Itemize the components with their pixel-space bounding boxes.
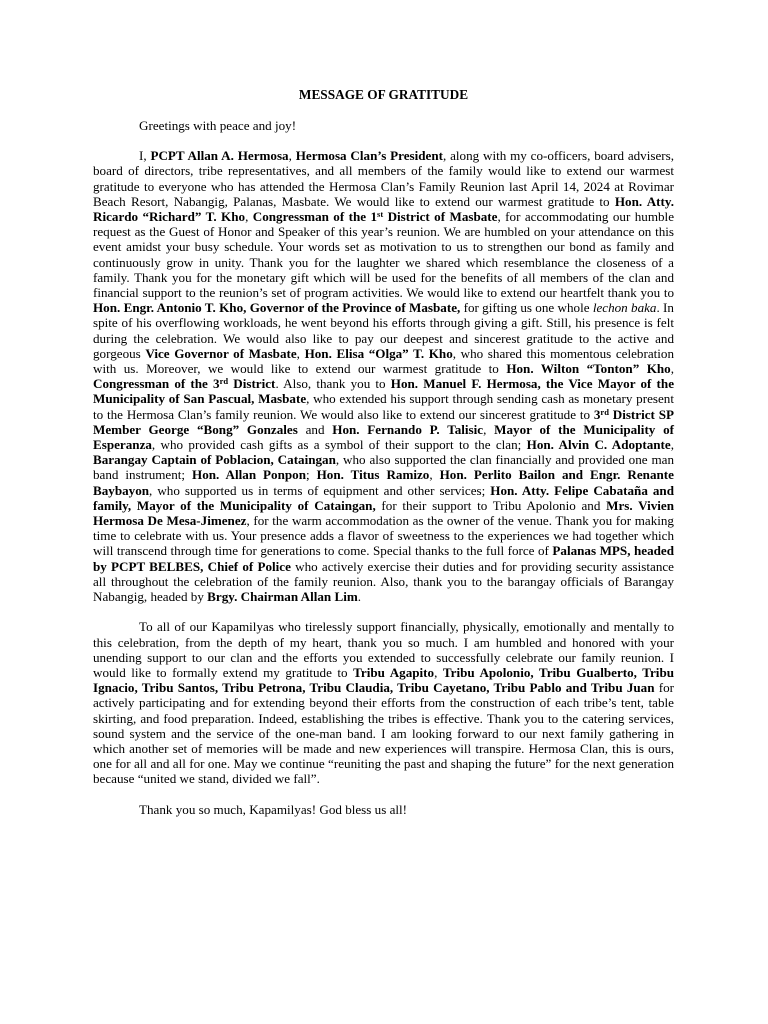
text-run: , [429,467,440,483]
text-run: 3 [593,406,601,422]
text-run: , along with my co-officers, board advisers, board of directors, tribe representatives, and all members of the family would like to extend our warmest gratitude to everyone who has attended the Hermosa Clan’s Family Reunion last April 14, 2024 at Rovimar Beach Resort, Nabangig, Palanas, Masbate. We would like to extend our warmest gratitude to [93,148,674,209]
text-run: Congressman of the 3 [93,376,220,392]
text-run: , for accommodating our humble request as the Guest of Honor and Speaker of this year’s reunion. We are humbled on your attendance on this event amidst your busy schedule. Your words set as motivation to us to strengthen our bond as family and continuously grow in unity. Thank you for the laughter we shared which resemblance the closeness of a family. Thank you for the monetary gift which will be used for the benefits of all members of the clan and financial support to the reunion’s set of program activities. We would like to extend our heartfelt thank you to [93,209,675,301]
text-run: District of Masbate [383,209,498,225]
text-run: Hon. Atty. Ricardo “Richard” T. Kho [93,193,674,225]
text-run: , who also supported the clan financially and provided one man band instrument; [93,452,674,483]
text-run: for gifting us one whole [460,300,593,316]
body-paragraph-kapamilyas [93,619,674,786]
text-run: Hon. Wilton “Tonton” Kho [506,361,671,377]
text-run: , [245,209,253,225]
document-page [93,87,674,817]
text-run: Hon. Alvin C. Adoptante [526,437,671,453]
text-run: rd [219,376,229,387]
text-run: , [670,361,674,377]
text-run: , who shared this momentous celebration with us. Moreover, we would like to extend our warmest gratitude to [93,345,674,377]
text-run: . [357,589,362,605]
text-run: , who extended his support through sending cash as monetary present to the Hermosa Clan’s family reunion. We would also like to extend our sincerest gratitude to [93,391,674,422]
text-run: . Also, thank you to [275,376,391,392]
text-run: who actively exercise their duties and for providing security assistance all throughout the celebration of the family reunion. Also, thank you to the barangay officials of Barangay Nabangig, headed by [93,558,674,605]
text-run: To all of our Kapamilyas who tirelessly support financially, physically, emotionally and mentally to this celebration, from the depth of my heart, thank you so much. I am humbled and honored with your unending support to our clan and the efforts you extended to successfully celebrate our family reunion. I would like to formally extend my gratitude to [93,619,674,680]
text-run: , who provided cash gifts as a symbol of their support to the clan; [151,437,527,453]
text-run: , for the warm accommodation as the owner of the venue. Thank you for making time to celebrate with us. Your presence adds a flavor of sweetness to the experiences we had together which will transcend through time for generations to come. Special thanks to the full force of [93,513,674,559]
body-paragraph-gratitude-officials [93,148,674,604]
text-run: Mrs. Vivien Hermosa De Mesa-Jimenez [93,497,674,529]
text-run: Hon. Elisa “Olga” T. Kho [304,345,453,361]
text-run: , [288,148,296,164]
text-run: Vice Governor of Masbate [145,345,297,361]
text-run: Hon. Fernando P. Talisic [332,421,484,437]
text-run: and [297,421,333,437]
text-run: Hon. Engr. Antonio T. Kho, Governor of the Province of Masbate, [93,300,461,316]
text-run: ; [306,467,317,483]
text-run: Hermosa Clan’s President [295,148,443,164]
text-run: Palanas MPS, headed by PCPT BELBES, Chief of Police [93,543,674,574]
text-run: , [483,421,495,437]
greeting-paragraph: Greetings with peace and joy! [139,118,297,133]
text-run: Tribu Apolonio, Tribu Gualberto, Tribu Ignacio, Tribu Santos, Tribu Petrona, Tribu Claudia, Tribu Cayetano, Tribu Pablo and Tribu Juan [93,664,675,696]
text-run: Hon. Perlito Bailon and Engr. Renante Baybayon [93,467,674,498]
text-run: Mayor of the Municipality of Esperanza [93,421,675,453]
text-run: , [434,664,443,680]
text-run: , [670,437,674,453]
text-run: Hon. Atty. Felipe Cabataña and family, Mayor of the Municipality of Cataingan, [93,482,674,513]
text-run: Hon. Titus Ramizo [316,467,430,483]
text-run: Tribu Agapito [353,664,435,680]
text-run: Congressman of the 1 [252,209,378,225]
text-run: for their support to Tribu Apolonio and [375,497,607,513]
closing-paragraph: Thank you so much, Kapamilyas! God bless us all! [139,801,408,817]
text-run: lechon baka [592,300,657,316]
text-run: Barangay Captain of Poblacion, Cataingan [93,452,336,468]
text-run: District SP Member George “Bong” Gonzales [93,406,675,437]
text-run: for actively participating and for extending beyond their efforts from the construction of each tribe’s tent, table skirting, and food preparation. Indeed, establishing the tribes is effective. Thank you to the catering services, sound system and the service of the one-man band. I am looking forward to our next family gathering in which another set of memories will be made and new experiences will transpire. Hermosa Clan, this is ours, one for all and all for one. May we continue “reuniting the past and shaping the future” for the next generation because “united we stand, divided we fall”. [93,680,674,787]
text-run: District [228,376,276,392]
text-run: Brgy. Chairman Allan Lim [207,589,358,605]
text-run: I, [139,148,151,164]
text-run: PCPT Allan A. Hermosa [150,148,289,164]
text-run: . In spite of his overflowing workloads, he went beyond his efforts through giving a gift. Still, his presence is felt during the celebration. We would also like to pay our deepest and sincerest gratitude to the active and gorgeous [93,300,674,361]
text-run: Hon. Allan Ponpon [192,467,306,483]
text-run: st [377,209,384,220]
text-run: rd [600,406,609,417]
document-title: MESSAGE OF GRATITUDE [298,87,469,102]
text-run: Hon. Manuel F. Hermosa, the Vice Mayor of the Municipality of San Pascual, Masbate [93,376,675,407]
text-run: , who supported us in terms of equipment and other services; [149,482,491,498]
text-run: , [296,345,305,361]
